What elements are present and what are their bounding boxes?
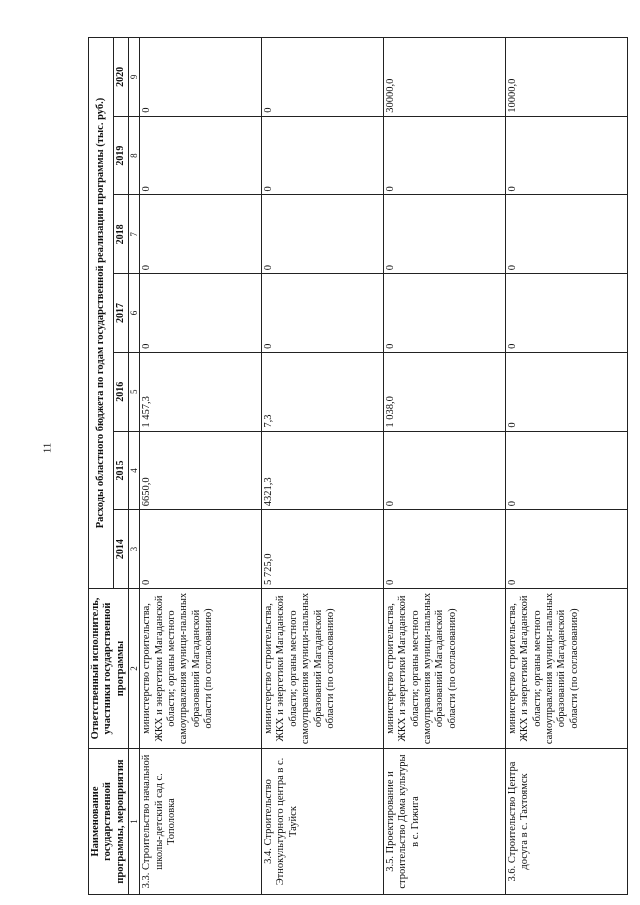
column-index: 7 [129, 195, 140, 274]
value-cell: 7,3 [262, 352, 384, 431]
value-cell: 0 [383, 510, 505, 589]
year-header: 2020 [114, 38, 129, 117]
value-cell: 1 038,0 [383, 352, 505, 431]
value-cell: 10000,0 [505, 38, 627, 117]
value-cell: 0 [505, 352, 627, 431]
value-cell: 6650,0 [140, 431, 262, 510]
value-cell: 0 [505, 431, 627, 510]
year-header: 2017 [114, 274, 129, 353]
value-cell: 0 [140, 195, 262, 274]
header-program-name: Наименование государственной программы, мероприятия [89, 749, 129, 895]
program-name-cell: 3.3. Строительство начальной школы-детский сад с. Тополовка [140, 749, 262, 895]
table-row [140, 38, 262, 895]
year-header: 2018 [114, 195, 129, 274]
value-cell: 0 [262, 38, 384, 117]
column-index: 2 [129, 589, 140, 749]
year-header: 2019 [114, 116, 129, 195]
value-cell: 0 [262, 116, 384, 195]
responsible-cell: министерство строительства, ЖКХ и энергетики Магаданской области; органы местного самоуправления муници-пальных образований Магаданской области (по согласованию) [262, 589, 384, 749]
page-number: 11 [41, 442, 54, 454]
column-index: 5 [129, 352, 140, 431]
year-header: 2016 [114, 352, 129, 431]
value-cell: 0 [140, 116, 262, 195]
value-cell: 0 [262, 274, 384, 353]
table-row [262, 38, 384, 895]
program-name-cell: 3.4. Строительство Этнокультурного центра в с. Тауйск [262, 749, 384, 895]
column-index: 1 [129, 749, 140, 895]
responsible-cell: министерство строительства, ЖКХ и энергетики Магаданской области; органы местного самоуправления муници-пальных образований Магаданской области (по согласованию) [140, 589, 262, 749]
value-cell: 4321,3 [262, 431, 384, 510]
value-cell: 0 [505, 510, 627, 589]
value-cell: 0 [505, 195, 627, 274]
value-cell: 1 457,3 [140, 352, 262, 431]
value-cell: 5 725,0 [262, 510, 384, 589]
value-cell: 0 [140, 510, 262, 589]
budget-table-container [88, 37, 618, 895]
column-index: 8 [129, 116, 140, 195]
table-row [383, 38, 505, 895]
budget-table [88, 37, 628, 895]
program-name-cell: 3.6. Строительство Центра досуга в с. Тахтоямск [505, 749, 627, 895]
responsible-cell: министерство строительства, ЖКХ и энергетики Магаданской области; органы местного самоуправления муници-пальных образований Магаданской области (по согласованию) [383, 589, 505, 749]
year-header: 2015 [114, 431, 129, 510]
column-index: 6 [129, 274, 140, 353]
year-header: 2014 [114, 510, 129, 589]
value-cell: 0 [140, 274, 262, 353]
column-index: 9 [129, 38, 140, 117]
column-index: 4 [129, 431, 140, 510]
header-responsible: Ответственный исполнитель, участники государственной программы [89, 589, 129, 749]
value-cell: 30000,0 [383, 38, 505, 117]
value-cell: 0 [383, 195, 505, 274]
column-index: 3 [129, 510, 140, 589]
value-cell: 0 [505, 274, 627, 353]
responsible-cell: министерство строительства, ЖКХ и энергетики Магаданской области; органы местного самоуправления муници-пальных образований Магаданской области (по согласованию) [505, 589, 627, 749]
value-cell: 0 [505, 116, 627, 195]
header-expenses: Расходы областного бюджета по годам государственной реализации программы (тыс. руб.) [89, 38, 114, 589]
value-cell: 0 [383, 116, 505, 195]
table-row [505, 38, 627, 895]
value-cell: 0 [262, 195, 384, 274]
value-cell: 0 [140, 38, 262, 117]
value-cell: 0 [383, 431, 505, 510]
value-cell: 0 [383, 274, 505, 353]
program-name-cell: 3.5. Проектирование и строительство Дома культуры в с. Гижига [383, 749, 505, 895]
